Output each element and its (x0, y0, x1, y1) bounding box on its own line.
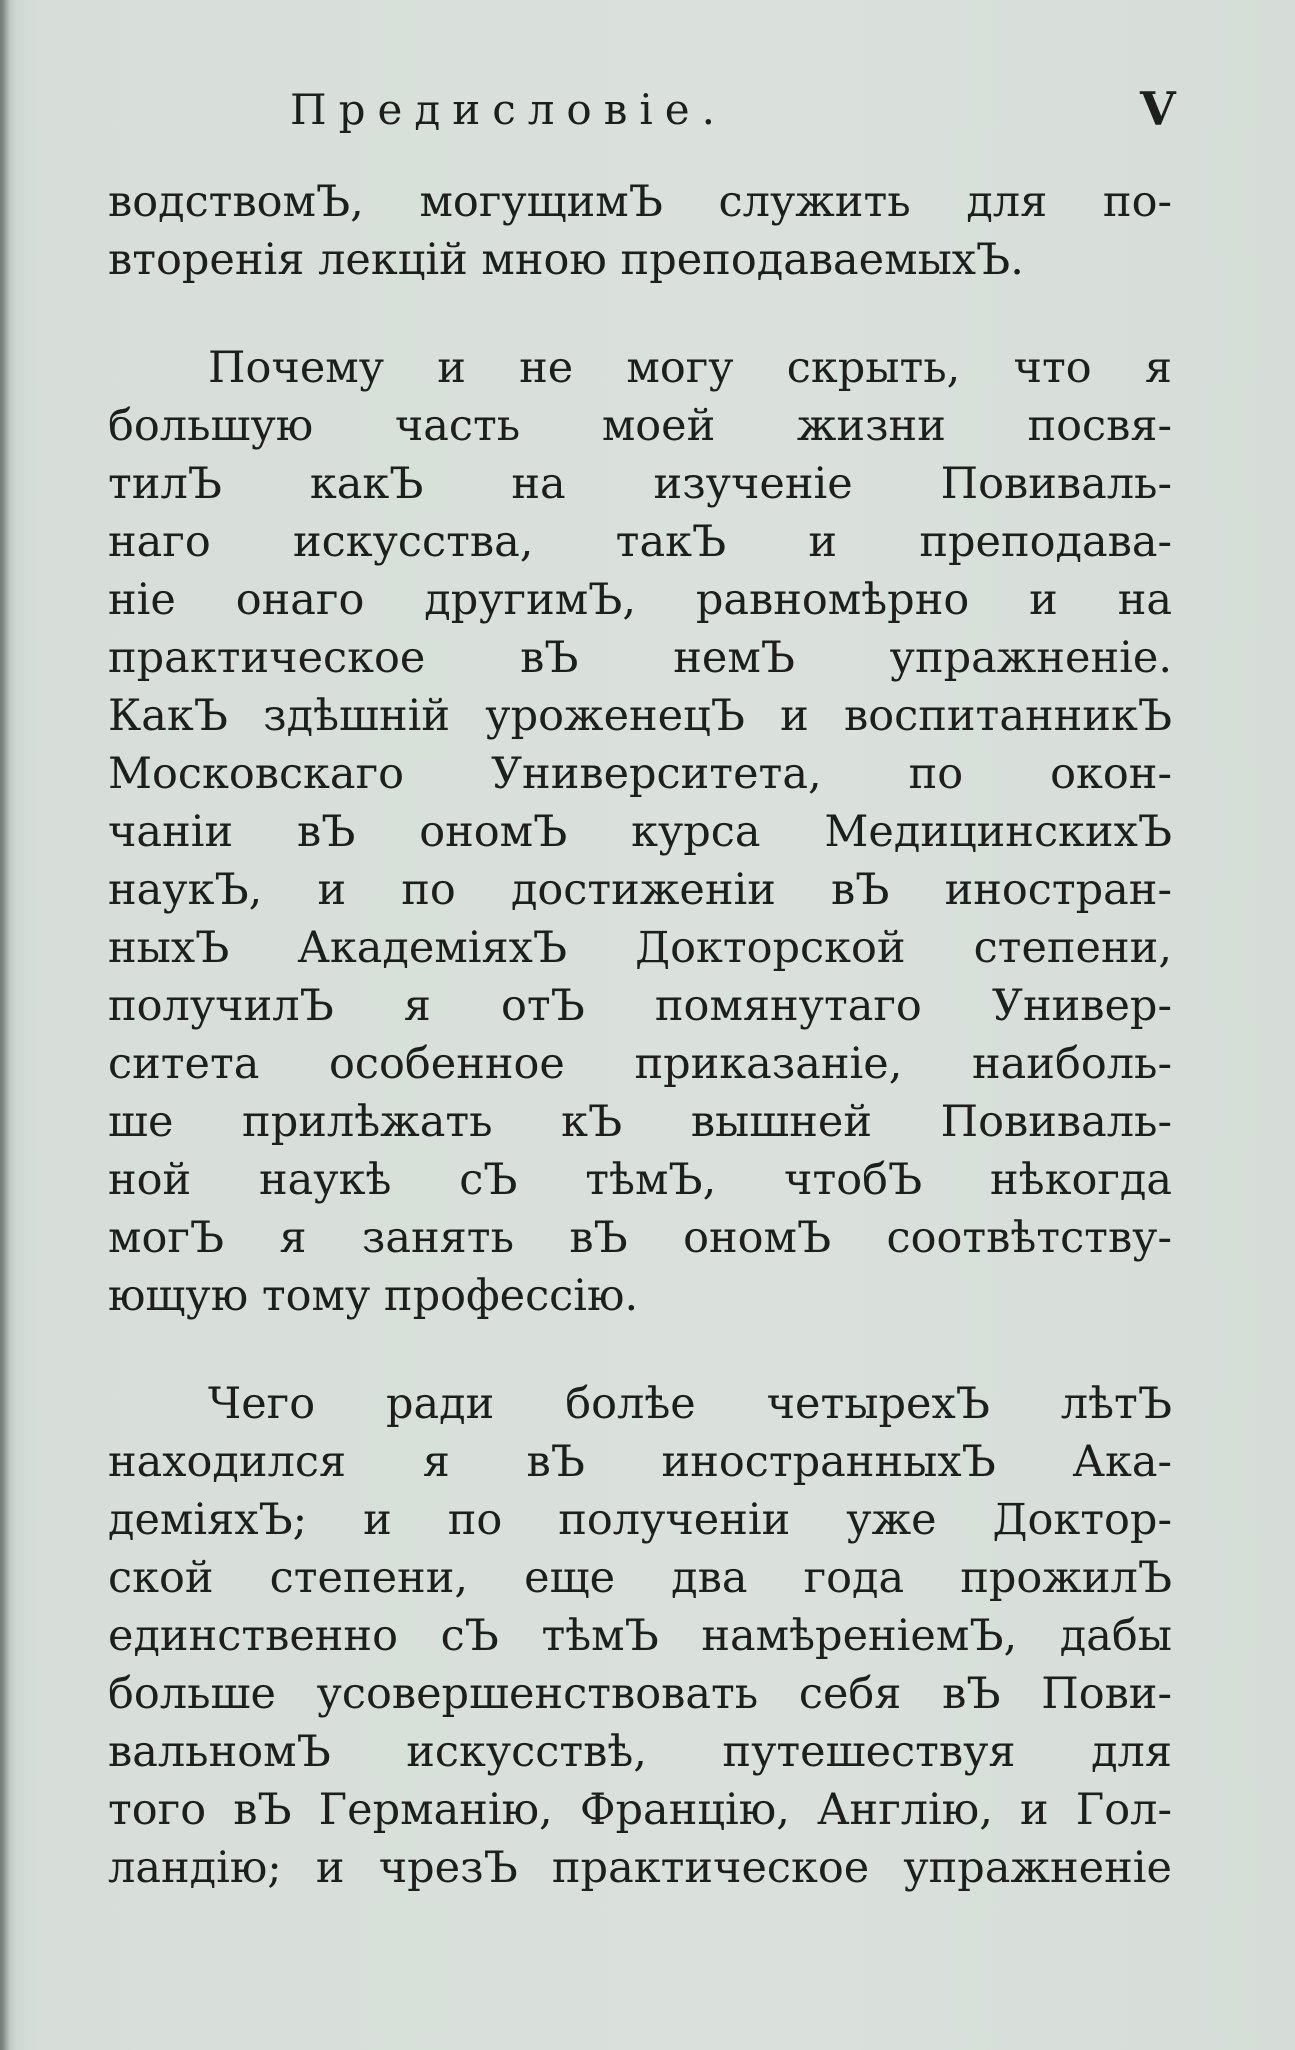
text-line: ной наукѣ сЪ тѣмЪ, чтобЪ нѣкогда (108, 1155, 1172, 1205)
text-line: деміяхЪ; и по полученіи уже Доктор- (108, 1495, 1172, 1545)
text-line: чаніи вЪ ономЪ курса МедицинскихЪ (108, 807, 1172, 857)
text-line: ландію; и чрезЪ практическое упражненіе (108, 1843, 1172, 1893)
text-line: вальномЪ искусствѣ, путешествуя для (108, 1727, 1172, 1777)
text-line: большую часть моей жизни посвя- (108, 401, 1172, 451)
text-line: ющую тому профессію. (108, 1271, 639, 1321)
text-line: тилЪ какЪ на изученіе Повиваль- (108, 459, 1172, 509)
text-line: получилЪ я отЪ помянутаго Универ- (108, 981, 1172, 1031)
running-title: Предисловіе. (290, 85, 727, 134)
text-line: могЪ я занять вЪ ономЪ соотвѣтству- (108, 1213, 1172, 1263)
text-line: водствомЪ, могущимЪ служить для по- (108, 177, 1172, 227)
text-line: ситета особенное приказаніе, наиболь- (108, 1039, 1172, 1089)
text-line: наго искусства, такЪ и преподава- (108, 517, 1172, 567)
text-line: находился я вЪ иностранныхЪ Ака- (108, 1437, 1172, 1487)
page-number: V (1140, 82, 1176, 136)
gutter-shadow (0, 0, 10, 2050)
text-line: Чего ради болѣе четырехЪ лѣтЪ (208, 1379, 1172, 1429)
text-line: Московскаго Университета, по окон- (108, 749, 1172, 799)
text-line: ныхЪ АкадеміяхЪ Докторской степени, (108, 923, 1172, 973)
text-line: Почему и не могу скрыть, что я (208, 343, 1172, 393)
text-line: ніе онаго другимЪ, равномѣрно и на (108, 575, 1172, 625)
text-line: КакЪ здѣшній уроженецЪ и воспитанникЪ (108, 691, 1172, 741)
text-line: больше усовершенствовать себя вЪ Пови- (108, 1669, 1172, 1719)
text-line: того вЪ Германію, Францію, Англію, и Гол- (108, 1785, 1172, 1835)
text-line: ше прилѣжать кЪ вышней Повиваль- (108, 1097, 1172, 1147)
text-line: практическое вЪ немЪ упражненіе. (108, 633, 1172, 683)
text-line: единственно сЪ тѣмЪ намѣреніемЪ, дабы (108, 1611, 1172, 1661)
text-line: ской степени, еще два года прожилЪ (108, 1553, 1172, 1603)
text-line: вторенія лекцій мною преподаваемыхЪ. (108, 235, 1024, 285)
text-line: наукЪ, и по достиженіи вЪ иностран- (108, 865, 1172, 915)
